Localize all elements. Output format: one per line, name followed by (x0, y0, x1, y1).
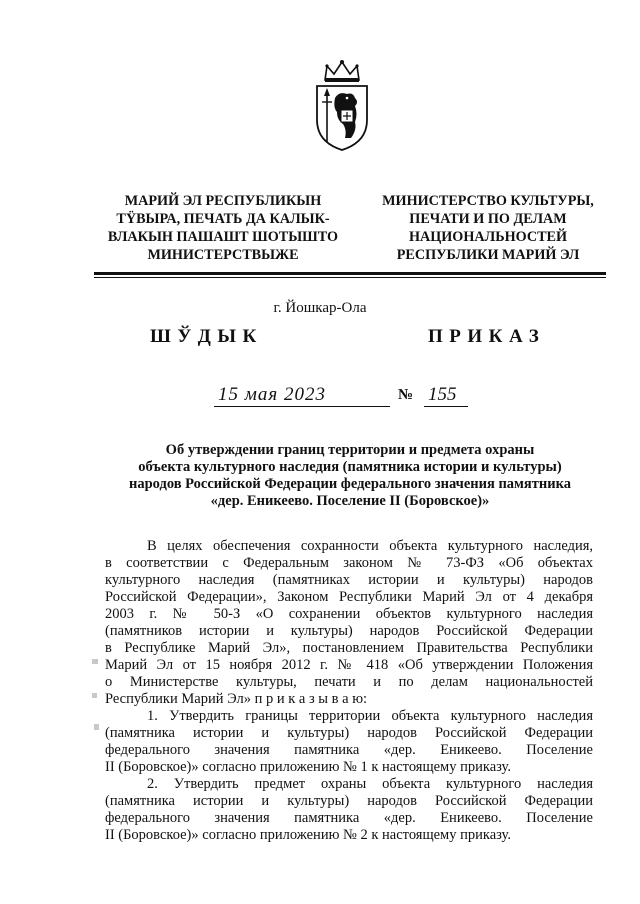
body-line: о Министерстве культуры, печати и по делам национальностей (105, 674, 593, 690)
body-line: (памятника истории и культуры) народов Российской Федерации (105, 793, 593, 809)
doc-type-russian: ПРИКАЗ (428, 326, 546, 347)
header-divider-thin (94, 277, 606, 278)
header-russian-line: НАЦИОНАЛЬНОСТЕЙ (408, 229, 568, 245)
doc-type-mari: ШЎДЫК (150, 326, 263, 347)
scan-speck (94, 724, 99, 730)
body-line: федерального значения памятника «дер. Еникеево. Поселение (105, 810, 593, 826)
body-line: Республики Марий Эл» п р и к а з ы в а ю: (105, 691, 368, 707)
body-line: (памятников истории и культуры) народов Российской Федерации (105, 623, 593, 639)
header-russian-line: РЕСПУБЛИКИ МАРИЙ ЭЛ (396, 247, 580, 263)
body-line: (памятника истории и культуры) народов Российской Федерации (105, 725, 593, 741)
body-line: В целях обеспечения сохранности объекта культурного наследия, (147, 538, 593, 554)
body-line: в соответствии с Федеральным законом № 73-ФЗ «Об объектах (105, 555, 593, 571)
city-name: г. Йошкар-Ола (273, 300, 367, 316)
body-line: II (Боровское)» согласно приложению № 1 к настоящему приказу. (105, 759, 511, 775)
body-line: федерального значения памятника «дер. Еникеево. Поселение (105, 742, 593, 758)
order-subject (100, 442, 600, 510)
coat-of-arms-icon (303, 58, 381, 152)
subject-line: объекта культурного наследия (памятника истории и культуры) (138, 459, 562, 475)
date-underline (214, 406, 390, 407)
header-russian (370, 192, 606, 264)
subject-line: народов Российской Федерации федерального значения памятника (129, 476, 571, 492)
body-line: культурного наследия (памятниках истории и культуры) народов (105, 572, 593, 588)
order-number: 155 (428, 384, 457, 405)
body-line: 2. Утвердить предмет охраны объекта культурного наследия (147, 776, 593, 792)
order-date: 15 мая 2023 (218, 384, 326, 405)
header-mari-line: ВЛАКЫН ПАШАШТ ШОТЫШТО (107, 229, 339, 245)
body-line: Марий Эл от 15 ноября 2012 г. № 418 «Об утверждении Положения (105, 657, 593, 673)
body-line: II (Боровское)» согласно приложению № 2 к настоящему приказу. (105, 827, 511, 843)
header-russian-line: ПЕЧАТИ И ПО ДЕЛАМ (409, 211, 567, 227)
header-mari-line: МАРИЙ ЭЛ РЕСПУБЛИКЫН (124, 193, 322, 209)
order-body (105, 538, 593, 844)
number-sign: № (398, 387, 414, 403)
number-underline (424, 406, 468, 407)
header-mari (92, 192, 354, 264)
subject-line: «дер. Еникеево. Поселение II (Боровское)» (210, 493, 490, 509)
header-mari-line: ТŸВЫРА, ПЕЧАТЬ ДА КАЛЫК- (116, 211, 330, 227)
header-mari-line: МИНИСТЕРСТВЫЖЕ (147, 247, 299, 263)
body-line: в Республике Марий Эл», постановлением Правительства Республики (105, 640, 593, 656)
body-line: 2003 г. № 50-З «О сохранении объектов культурного наследия (105, 606, 593, 622)
scan-speck (92, 693, 97, 698)
header-divider-thick (94, 272, 606, 275)
body-line: 1. Утвердить границы территории объекта культурного наследия (147, 708, 593, 724)
body-line: Российской Федерации», Законом Республики Марий Эл от 4 декабря (105, 589, 593, 605)
subject-line: Об утверждении границ территории и предмета охраны (165, 442, 535, 458)
scan-speck (92, 659, 98, 664)
header-russian-line: МИНИСТЕРСТВО КУЛЬТУРЫ, (382, 193, 594, 209)
